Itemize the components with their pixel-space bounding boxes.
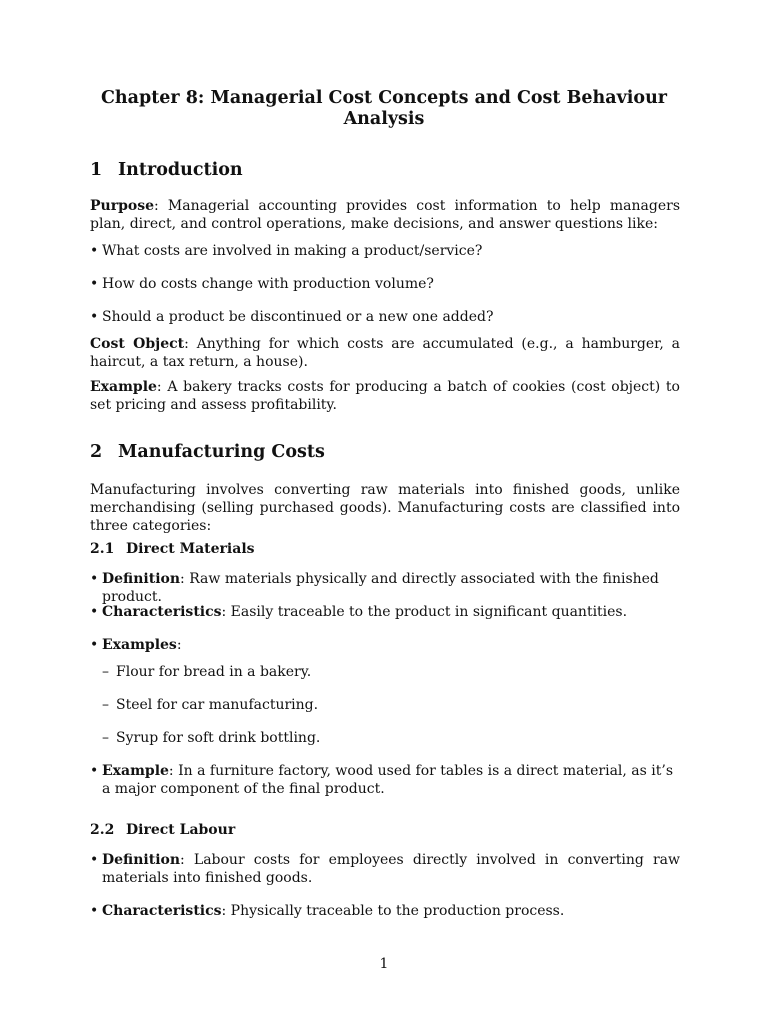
list-item — [90, 902, 680, 920]
definition-label: Definition — [102, 852, 181, 868]
sub-list-item — [102, 729, 680, 747]
dash-icon: – — [102, 664, 109, 680]
subsection-title: Direct Labour — [126, 822, 236, 838]
cost-object-text: : Anything for which costs are accumulated (e.g., a hamburger, a haircut, a tax return, a house). — [90, 336, 680, 370]
example-item-text: Flour for bread in a bakery. — [116, 664, 312, 680]
list-item — [90, 762, 680, 798]
definition-label: Definition — [102, 571, 181, 587]
bullet-icon: • — [90, 903, 99, 919]
bullet-icon: • — [90, 852, 99, 868]
list-item — [90, 570, 680, 606]
definition-text: : Labour costs for employees directly involved in converting raw materials into finished goods. — [102, 852, 680, 886]
example-label: Example — [102, 763, 169, 779]
section-number: 1 — [90, 160, 103, 180]
purpose-label: Purpose — [90, 198, 154, 214]
example-label: Example — [90, 379, 157, 395]
purpose-paragraph — [90, 197, 680, 233]
section-number: 2 — [90, 442, 103, 462]
section-title: Manufacturing Costs — [118, 442, 325, 462]
bullet-icon: • — [90, 571, 99, 587]
example-item-text: Steel for car manufacturing. — [116, 697, 319, 713]
examples-suffix: : — [176, 637, 182, 653]
examples-label: Examples — [102, 637, 177, 653]
example-text: : In a furniture factory, wood used for tables is a direct material, as it’s a major component of the final product. — [102, 763, 674, 797]
characteristics-text: : Physically traceable to the production process. — [221, 903, 565, 919]
cost-object-paragraph — [90, 335, 680, 371]
bullet-icon: • — [90, 604, 99, 620]
bullet-icon: • — [90, 243, 99, 259]
question-text: What costs are involved in making a product/service? — [102, 243, 483, 259]
question-text: How do costs change with production volume? — [102, 276, 434, 292]
bullet-icon: • — [90, 637, 99, 653]
bullet-icon: • — [90, 763, 99, 779]
characteristics-label: Characteristics — [102, 903, 222, 919]
cost-object-label: Cost Object — [90, 336, 185, 352]
dash-icon: – — [102, 730, 109, 746]
chapter-title: Chapter 8: Managerial Cost Concepts and Cost Behaviour Analysis — [100, 88, 668, 129]
subsection-title: Direct Materials — [126, 541, 255, 557]
example-item-text: Syrup for soft drink bottling. — [116, 730, 321, 746]
subsection-number: 2.1 — [90, 541, 115, 557]
characteristics-label: Characteristics — [102, 604, 222, 620]
sub-list-item — [102, 696, 680, 714]
page-number: 1 — [379, 956, 389, 972]
section-1-heading — [90, 159, 243, 181]
definition-text: : Raw materials physically and directly associated with the finished product. — [102, 571, 659, 605]
list-item — [90, 603, 680, 621]
example-text: : A bakery tracks costs for producing a batch of cookies (cost object) to set pricing and assess profitability. — [90, 379, 680, 413]
list-item — [90, 636, 680, 654]
list-item — [90, 851, 680, 887]
section-title: Introduction — [118, 160, 243, 180]
purpose-text: : Managerial accounting provides cost information to help managers plan, direct, and control operations, make decisions, and answer questions like: — [90, 198, 680, 232]
list-item — [90, 308, 680, 326]
manufacturing-intro-paragraph: Manufacturing involves converting raw materials into finished goods, unlike merchandising (selling purchased goods). Manufacturing costs are classified into three categories: — [90, 482, 680, 534]
section-2-heading — [90, 441, 325, 463]
sub-list-item — [102, 663, 680, 681]
characteristics-text: : Easily traceable to the product in significant quantities. — [221, 604, 628, 620]
bullet-icon: • — [90, 276, 99, 292]
dash-icon: – — [102, 697, 109, 713]
subsection-2-1-heading — [90, 540, 255, 558]
bullet-icon: • — [90, 309, 99, 325]
list-item — [90, 242, 680, 260]
subsection-number: 2.2 — [90, 822, 115, 838]
subsection-2-2-heading — [90, 821, 235, 839]
question-text: Should a product be discontinued or a new one added? — [102, 309, 494, 325]
list-item — [90, 275, 680, 293]
example-paragraph — [90, 378, 680, 414]
